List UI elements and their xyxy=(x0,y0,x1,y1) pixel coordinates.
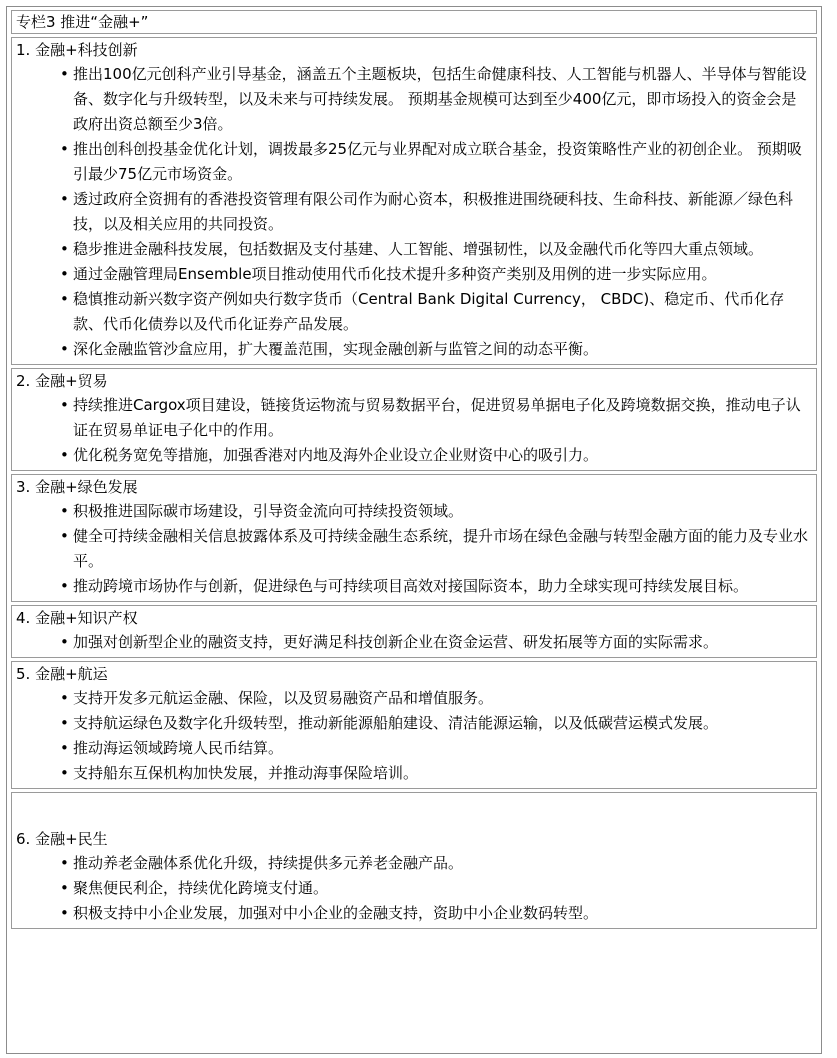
list-item xyxy=(16,876,812,901)
bullet-icon: • xyxy=(60,265,69,283)
bullet-icon: • xyxy=(60,689,69,707)
list-item-text: 推动养老金融体系优化升级，持续提供多元养老金融产品。 xyxy=(73,854,464,872)
section-title: 4. 金融+知识产权 xyxy=(16,609,138,627)
list-item xyxy=(16,62,812,137)
list-item xyxy=(16,524,812,574)
list-item xyxy=(16,337,812,362)
list-item-text: 深化金融监管沙盒应用，扩大覆盖范围，实现金融创新与监管之间的动态平衡。 xyxy=(73,340,599,358)
bullet-icon: • xyxy=(60,290,69,308)
section-4 xyxy=(11,605,817,658)
list-item-text: 推出创科创投基金优化计划，调拨最多25亿元与业界配对成立联合基金，投资策略性产业的初创企业。 预期吸引最少75亿元市场资金。 xyxy=(73,140,802,183)
bullet-list xyxy=(16,851,812,926)
list-item xyxy=(16,237,812,262)
bullet-list xyxy=(16,393,812,468)
list-item-text: 支持开发多元航运金融、保险，以及贸易融资产品和增值服务。 xyxy=(73,689,494,707)
bullet-icon: • xyxy=(60,140,69,158)
bullet-icon: • xyxy=(60,340,69,358)
bullet-icon: • xyxy=(60,240,69,258)
list-item xyxy=(16,262,812,287)
list-item-text: 支持航运绿色及数字化升级转型，推动新能源船舶建设、清洁能源运输，以及低碳营运模式发展。 xyxy=(73,714,719,732)
bullet-icon: • xyxy=(60,764,69,782)
list-item-text: 通过金融管理局Ensemble项目推动使用代币化技术提升多种资产类别及用例的进一步实际应用。 xyxy=(73,265,717,283)
bullet-icon: • xyxy=(60,190,69,208)
bullet-icon: • xyxy=(60,879,69,897)
list-item xyxy=(16,761,812,786)
bullet-list xyxy=(16,686,812,786)
bullet-icon: • xyxy=(60,527,69,545)
list-item-text: 积极支持中小企业发展，加强对中小企业的金融支持，资助中小企业数码转型。 xyxy=(73,904,599,922)
list-item xyxy=(16,630,812,655)
list-item xyxy=(16,187,812,237)
column-box xyxy=(6,6,822,1054)
list-item-text: 支持船东互保机构加快发展，并推动海事保险培训。 xyxy=(73,764,419,782)
bullet-list xyxy=(16,62,812,362)
bullet-icon: • xyxy=(60,633,69,651)
list-item xyxy=(16,686,812,711)
list-item xyxy=(16,287,812,337)
bullet-icon: • xyxy=(60,904,69,922)
section-title: 5. 金融+航运 xyxy=(16,665,108,683)
list-item xyxy=(16,736,812,761)
list-item-text: 健全可持续金融相关信息披露体系及可持续金融生态系统，提升市场在绿色金融与转型金融方面的能力及专业水平。 xyxy=(73,527,809,570)
list-item-text: 透过政府全资拥有的香港投资管理有限公司作为耐心资本，积极推进围绕硬科技、生命科技、新能源／绿色科技，以及相关应用的共同投资。 xyxy=(73,190,794,233)
list-item xyxy=(16,443,812,468)
list-item-text: 聚焦便民利企，持续优化跨境支付通。 xyxy=(73,879,329,897)
section-title: 6. 金融+民生 xyxy=(16,830,108,848)
bullet-icon: • xyxy=(60,502,69,520)
bullet-list xyxy=(16,630,812,655)
section-title: 2. 金融+贸易 xyxy=(16,372,108,390)
list-item-text: 积极推进国际碳市场建设，引导资金流向可持续投资领域。 xyxy=(73,502,464,520)
list-item xyxy=(16,499,812,524)
list-item-text: 稳步推进金融科技发展，包括数据及支付基建、人工智能、增强韧性，以及金融代币化等四大重点领域。 xyxy=(73,240,764,258)
bullet-icon: • xyxy=(60,714,69,732)
bullet-icon: • xyxy=(60,577,69,595)
section-1 xyxy=(11,37,817,365)
sections xyxy=(11,37,817,929)
list-item xyxy=(16,393,812,443)
section-6 xyxy=(11,792,817,929)
list-item xyxy=(16,711,812,736)
bullet-icon: • xyxy=(60,739,69,757)
list-item-text: 推出100亿元创科产业引导基金，涵盖五个主题板块，包括生命健康科技、人工智能与机器人、半导体与智能设备、数字化与升级转型，以及未来与可持续发展。 预期基金规模可达到至少400亿元，即市场投入的资金会是政府出资总额至少3倍。 xyxy=(73,65,807,133)
list-item-text: 加强对创新型企业的融资支持，更好满足科技创新企业在资金运营、研发拓展等方面的实际需求。 xyxy=(73,633,719,651)
bullet-icon: • xyxy=(60,396,69,414)
list-item xyxy=(16,901,812,926)
section-3 xyxy=(11,474,817,602)
bullet-icon: • xyxy=(60,65,69,83)
list-item-text: 稳慎推动新兴数字资产例如央行数字货币（Central Bank Digital Currency， CBDC)、稳定币、代币化存款、代币化债券以及代币化证券产品发展。 xyxy=(73,290,785,333)
section-5 xyxy=(11,661,817,789)
bullet-icon: • xyxy=(60,446,69,464)
section-2 xyxy=(11,368,817,471)
bullet-icon: • xyxy=(60,854,69,872)
list-item-text: 持续推进Cargox项目建设，链接货运物流与贸易数据平台，促进贸易单据电子化及跨境数据交换，推动电子认证在贸易单证电子化中的作用。 xyxy=(73,396,801,439)
column-title: 专栏3 推进“金融+” xyxy=(11,10,817,34)
list-item-text: 推动海运领域跨境人民币结算。 xyxy=(73,739,284,757)
bullet-list xyxy=(16,499,812,599)
list-item-text: 推动跨境市场协作与创新，促进绿色与可持续项目高效对接国际资本，助力全球实现可持续发展目标。 xyxy=(73,577,749,595)
list-item-text: 优化税务宽免等措施，加强香港对内地及海外企业设立企业财资中心的吸引力。 xyxy=(73,446,599,464)
list-item xyxy=(16,574,812,599)
section-title: 3. 金融+绿色发展 xyxy=(16,478,138,496)
section-title: 1. 金融+科技创新 xyxy=(16,41,138,59)
list-item xyxy=(16,137,812,187)
list-item xyxy=(16,851,812,876)
